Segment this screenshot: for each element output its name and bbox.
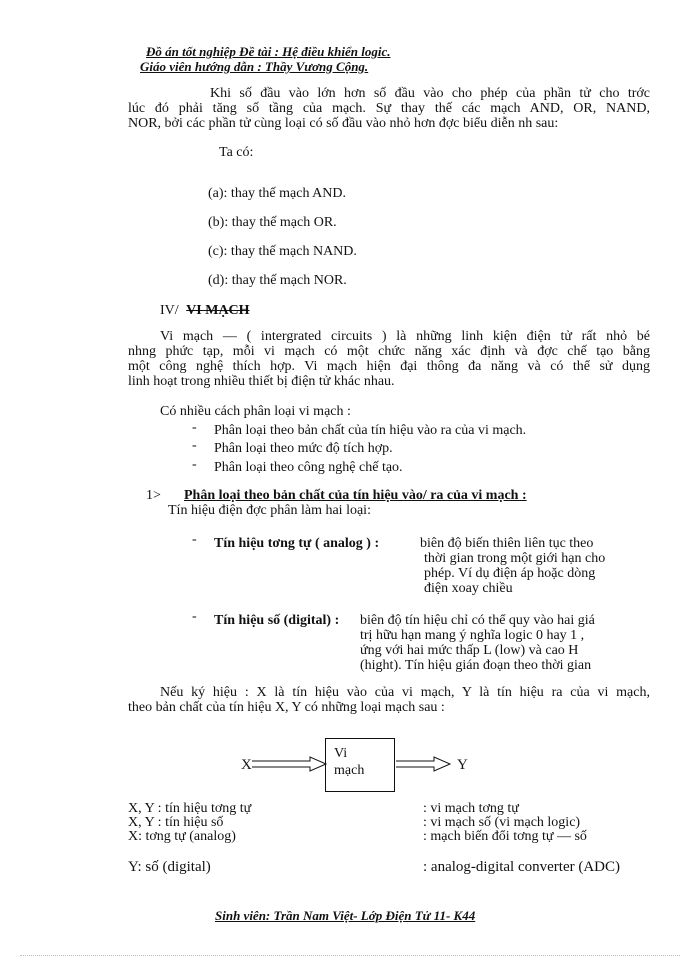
digital-line: ứng với hai mức thấp L (low) và cao H: [360, 643, 579, 658]
ta-co-label: Ta có:: [219, 145, 254, 160]
subsection-intro: Tín hiệu điện đợc phân làm hai loại:: [168, 503, 371, 518]
bullet-dash: -: [192, 532, 197, 547]
subsection-number: 1>: [146, 488, 161, 503]
classify-item: Phân loại theo công nghệ chế tạo.: [214, 460, 403, 475]
footer-student: Sinh viên: Trần Nam Việt- Lớp Điện Tử 11- K44: [215, 908, 476, 923]
input-label: X: [241, 757, 252, 773]
header-line-1: Đồ án tốt nghiệp Đề tài : Hệ điều khiển logic.: [146, 44, 391, 59]
table-left-cell: X, Y : tín hiệu tơng tự: [128, 801, 252, 816]
table-left-cell: Y: số (digital): [128, 859, 211, 875]
table-right-cell: : analog-digital converter (ADC): [423, 859, 621, 875]
intro-line: lúc đó phải tăng số tầng của mạch. Sự thay thế các mạch AND, OR, NAND,: [128, 101, 650, 116]
output-label: Y: [457, 757, 468, 773]
intro-line: NOR, bởi các phần tử cùng loại có số đầu vào nhỏ hơn đợc biểu diễn nh sau:: [128, 116, 559, 131]
vimach-paragraph: [128, 329, 650, 389]
digital-line: biên độ tín hiệu chỉ có thể quy vào hai giá: [360, 613, 595, 628]
notation-line: Nếu ký hiệu : X là tín hiệu vào của vi mạch, Y là tín hiệu ra của vi mạch,: [160, 685, 650, 700]
section-heading: [160, 303, 250, 318]
replacement-item-d: (d): thay thế mạch NOR.: [208, 273, 347, 288]
bullet-dash: -: [192, 457, 197, 472]
analog-term: Tín hiệu tơng tự ( analog ) :: [214, 536, 380, 551]
digital-definition: [360, 613, 595, 673]
header-line-2: Giáo viên hướng dẫn : Thầy Vương Cộng.: [140, 59, 369, 74]
replacement-item-c: (c): thay thế mạch NAND.: [208, 244, 357, 259]
notation-paragraph: [128, 685, 650, 715]
vimach-line: nhng phức tạp, mỗi vi mạch có một chức năng xác định và đợc chế tạo bằng: [128, 344, 650, 359]
table-right-cell: : mạch biến đổi tơng tự — số: [423, 829, 587, 844]
classify-item: Phân loại theo bản chất của tín hiệu vào ra của vi mạch.: [214, 423, 527, 438]
table-right-cell: : vi mạch tơng tự: [423, 801, 519, 816]
subsection-title: Phân loại theo bản chất của tín hiệu vào/ ra của vi mạch :: [184, 488, 527, 503]
digital-line: trị hữu hạn mang ý nghĩa logic 0 hay 1 ,: [360, 628, 585, 643]
page-bottom-dotted-rule: [20, 955, 680, 956]
classify-item: Phân loại theo mức độ tích hợp.: [214, 441, 393, 456]
analog-line: thời gian trong một giới hạn cho: [424, 551, 606, 566]
section-title: VI MẠCH: [186, 303, 250, 318]
vimach-line: một công nghệ thích hợp. Vi mạch hiện đại thông đa năng và có thể sử dụng: [128, 359, 650, 374]
table-right-cell: : vi mạch số (vi mạch logic): [423, 815, 581, 830]
box-label-line-2: mạch: [334, 763, 365, 778]
table-left-cell: X, Y : tín hiệu số: [128, 815, 224, 830]
analog-line: điện xoay chiều: [424, 581, 513, 596]
notation-line: theo bản chất của tín hiệu X, Y có những loại mạch sau :: [128, 700, 445, 715]
vimach-line: linh hoạt trong nhiều thiết bị điện tử khác nhau.: [128, 374, 395, 389]
bullet-dash: -: [192, 609, 197, 624]
analog-definition: [420, 536, 605, 596]
section-number: IV/: [160, 303, 179, 318]
input-arrow: [252, 756, 328, 772]
vimach-line: Vi mạch — ( intergrated circuits ) là những linh kiện điện tử rất nhỏ bé: [160, 329, 650, 344]
output-arrow: [396, 756, 452, 772]
bullet-dash: -: [192, 420, 197, 435]
replacement-item-b: (b): thay thế mạch OR.: [208, 215, 337, 230]
digital-term: Tín hiệu số (digital) :: [214, 613, 340, 628]
bullet-dash: -: [192, 438, 197, 453]
analog-line: biên độ biến thiên liên tục theo: [420, 536, 594, 551]
replacement-item-a: (a): thay thế mạch AND.: [208, 186, 347, 201]
vimach-box: [325, 738, 395, 792]
analog-line: phép. Ví dụ điện áp hoặc dòng: [424, 566, 596, 581]
classify-intro: Có nhiều cách phân loại vi mạch :: [160, 404, 351, 419]
digital-line: (hight). Tín hiệu gián đoạn theo thời gian: [360, 658, 592, 673]
intro-line: Khi số đầu vào lớn hơn số đầu vào cho phép của phần tử cho trớc: [210, 86, 650, 101]
intro-paragraph: [128, 86, 650, 131]
table-left-cell: X: tơng tự (analog): [128, 829, 236, 844]
box-label-line-1: Vi: [334, 746, 348, 761]
